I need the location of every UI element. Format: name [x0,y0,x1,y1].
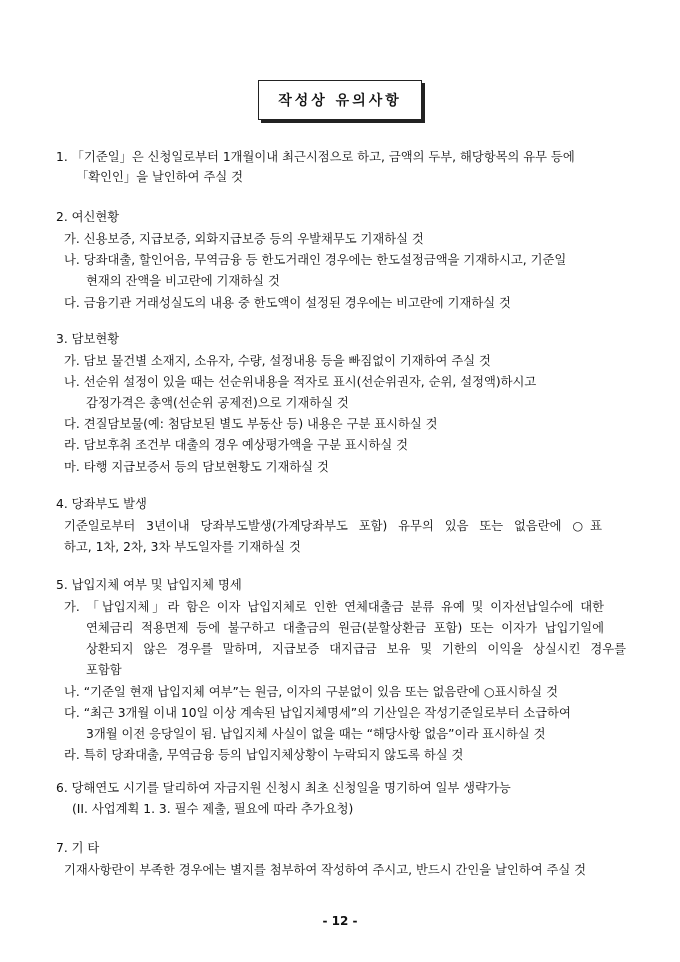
section-3-heading: 3. 담보현황 [56,332,120,346]
section-2-item-na: 나. 당좌대출, 할인어음, 무역금융 등 한도거래인 경우에는 한도설정금액을 기재하시고, 기준일 [64,253,567,267]
section-5-item-ra: 라. 특히 당좌대출, 무역금융 등의 납입지체상황이 누락되지 않도록 하실 것 [64,748,464,762]
section-2-heading: 2. 여신현황 [56,210,120,224]
section-6-continuation: (II. 사업계획 1. 3. 필수 제출, 필요에 따라 추가요청) [72,802,354,816]
section-5-item-ga-continuation-3: 포함함 [86,663,122,677]
section-5-item-ga-continuation-1: 연체금리 적용면제 등에 불구하고 대출금의 원금(분할상환금 포함) 또는 이자가 납입기일에 [86,621,604,635]
section-5-heading: 5. 납입지체 여부 및 납입지체 명세 [56,578,242,592]
section-3-item-ra: 라. 담보후취 조건부 대출의 경우 예상평가액을 구분 표시하실 것 [64,438,409,452]
section-4-body: 기준일로부터 3년이내 당좌부도발생(가계당좌부도 포함) 유무의 있음 또는 없음란에 ○표 [64,519,602,533]
section-5-item-ga-continuation-2: 상환되지 않은 경우를 말하며, 지급보증 대지급금 보유 및 기한의 이익을 상실시킨 경우를 [86,642,626,656]
section-3-item-ma: 마. 타행 지급보증서 등의 담보현황도 기재하실 것 [64,460,329,474]
section-7-heading: 7. 기 타 [56,841,100,855]
section-3-item-na-continuation: 감정가격은 총액(선순위 공제전)으로 기재하실 것 [86,396,349,410]
section-5-item-da-continuation: 3개월 이전 응당일이 됨. 납입지체 사실이 없을 때는 “해당사항 없음”이라 표시하실 것 [86,727,546,741]
section-4-heading: 4. 당좌부도 발생 [56,497,147,511]
section-3-item-da: 다. 견질담보물(예: 첨담보된 별도 부동산 등) 내용은 구분 표시하실 것 [64,417,438,431]
section-5-item-na: 나. “기준일 현재 납입지체 여부”는 원금, 이자의 구분없이 있음 또는 없음란에 ○표시하실 것 [64,685,558,699]
section-7-body: 기재사항란이 부족한 경우에는 별지를 첨부하여 작성하여 주시고, 반드시 간인을 날인하여 주실 것 [64,863,587,877]
page-title: 작성상 유의사항 [258,80,422,120]
section-2-item-ga: 가. 신용보증, 지급보증, 외화지급보증 등의 우발채무도 기재하실 것 [64,232,424,246]
section-3-item-ga: 가. 담보 물건별 소재지, 소유자, 수량, 설정내용 등을 빠짐없이 기재하여 주실 것 [64,354,491,368]
section-2-item-da: 다. 금융기관 거래성실도의 내용 중 한도액이 설정된 경우에는 비고란에 기재하실 것 [64,296,511,310]
section-6-line: 6. 당해연도 시기를 달리하여 자금지원 신청시 최초 신청일을 명기하여 일부 생략가능 [56,781,511,795]
section-1-line: 1. 「기준일」은 신청일로부터 1개월이내 최근시점으로 하고, 금액의 두부, 해당항목의 유무 등에 [56,150,575,164]
section-5-item-ga: 가. 「납입지체」라 함은 이자 납입지체로 인한 연체대출금 분류 유예 및 이자선납일수에 대한 [64,600,604,614]
section-3-item-na: 나. 선순위 설정이 있을 때는 선순위내용을 적자로 표시(선순위권자, 순위, 설정액)하시고 [64,375,537,389]
section-1-continuation: 「확인인」을 날인하여 주실 것 [76,170,243,184]
section-4-body-continuation: 하고, 1차, 2차, 3차 부도일자를 기재하실 것 [64,540,301,554]
section-2-item-na-continuation: 현재의 잔액을 비고란에 기재하실 것 [86,274,280,288]
page-number: - 12 - [322,914,358,928]
section-5-item-da: 다. “최근 3개월 이내 10일 이상 계속된 납입지체명세”의 기산일은 작성기준일로부터 소급하여 [64,706,571,720]
